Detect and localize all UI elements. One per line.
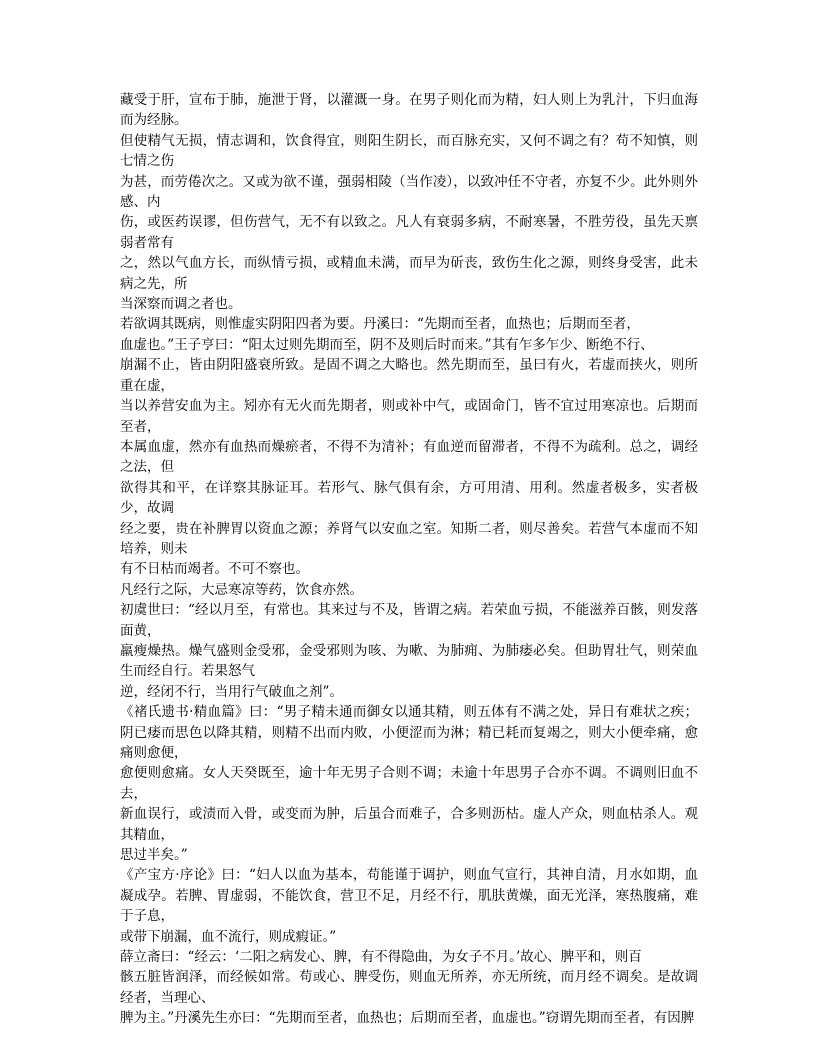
text-line: 新血误行，或渍而入骨，或变而为肿，后虽合而难子，合多则沥枯。虚人产众，则血枯杀人。观其精血， [120, 806, 698, 843]
text-line: 逆，经闭不行，当用行气破血之剂”。 [120, 683, 343, 700]
text-line: 但使精气无损，情志调和，饮食得宜，则阳生阴长，而百脉充实，又何不调之有？苟不知慎，则七情之伤 [120, 132, 698, 170]
text-line: 《产宝方·序论》曰：“妇人以血为基本，苟能谨于调护，则血气宣行，其神自清，月水如期，血凝成孕。若脾、胃虚弱，不能饮食，营卫不足，月经不行，肌肤黄燥，面无光泽，寒热腹痛，难于子息， [120, 867, 698, 925]
text-line: 当深察而调之者也。 [120, 296, 242, 313]
text-line: 当以养营安血为主。矧亦有无火而先期者，则或补中气，或固命门，皆不宜过用寒凉也。后期而至者， [120, 398, 698, 435]
text-line: 初虞世曰：“经以月至，有常也。其来过与不及，皆谓之病。若荣血亏损，不能滋养百骸，则发落面黄， [120, 602, 698, 639]
text-line: 本属血虚，然亦有血热而燥瘀者，不得不为清补；有血逆而留滞者，不得不为疏利。总之，调经之法，但 [120, 438, 698, 476]
text-line: 骸五脏皆润泽，而经候如常。苟或心、脾受伤，则血无所养，亦无所统，而月经不调矣。是故调经者，当理心、 [120, 969, 698, 1006]
text-line: 血虚也。”王子亨曰：“阳太过则先期而至，阴不及则后时而来。”其有乍多乍少、断绝不行、 [120, 336, 654, 353]
text-line: 为甚，而劳倦次之。又或为欲不谨，强弱相陵（当作凌），以致冲任不守者，亦复不少。此外则外感、内 [120, 173, 698, 211]
text-line: 《褚氏遗书·精血篇》曰：“男子精未通而御女以通其精，则五体有不满之处，异日有难状之疾；阴已痿而思色以降其精，则精不出而内败，小便涩而为淋；精已耗而复竭之，则大小便牵痛，愈痛则愈便， [120, 704, 698, 761]
document-page [120, 90, 698, 1029]
text-line: 伤，或医药误谬，但伤营气，无不有以致之。凡人有衰弱多病，不耐寒暑，不胜劳役，虽先天禀弱者常有 [120, 214, 698, 251]
text-line: 脾为主。”丹溪先生亦曰：“先期而至者，血热也；后期而至者，血虚也。”窃谓先期而至者，有因脾 [120, 1010, 695, 1027]
text-line: 藏受于肝，宣布于肺，施泄于肾，以灌溉一身。在男子则化而为精，妇人则上为乳汁，下归血海而为经脉。 [120, 92, 698, 129]
text-line: 愈便则愈痛。女人天癸既至，逾十年无男子合则不调；未逾十年思男子合亦不调。不调则旧血不去， [120, 765, 698, 802]
text-line: 思过半矣。” [120, 847, 188, 864]
text-line: 崩漏不止，皆由阴阳盛衰所致。是固不调之大略也。然先期而至，虽曰有火，若虚而挟火，则所重在虚， [120, 357, 698, 394]
text-line: 羸瘦燥热。燥气盛则金受邪，金受邪则为咳、为嗽、为肺痈、为肺痿必矣。但助胃壮气，则荣血生而经自行。若果怒气 [120, 642, 698, 680]
text-line: 薛立斋曰：“经云：‘二阳之病发心、脾，有不得隐曲，为女子不月。’故心、脾平和，则百 [120, 949, 642, 966]
text-line: 欲得其和平，在详察其脉证耳。若形气、脉气俱有余，方可用清、用利。然虚者极多，实者极少，故调 [120, 479, 698, 517]
text-line: 之，然以气血方长，而纵情亏损，或精血未满，而早为斫丧，致伤生化之源，则终身受害，此未病之先，所 [120, 255, 698, 292]
text-line: 有不日枯而竭者。不可不察也。 [120, 561, 309, 578]
text-line: 凡经行之际，大忌寒凉等药，饮食亦然。 [120, 581, 363, 598]
text-line: 经之要，贵在补脾胃以资血之源；养肾气以安血之室。知斯二者，则尽善矣。若营气本虚而不知培养，则未 [120, 520, 698, 557]
text-line: 或带下崩漏，血不流行，则成瘕证。” [120, 928, 337, 945]
text-line: 若欲调其既病，则惟虚实阴阳四者为要。丹溪曰：“先期而至者，血热也；后期而至者， [120, 316, 640, 333]
